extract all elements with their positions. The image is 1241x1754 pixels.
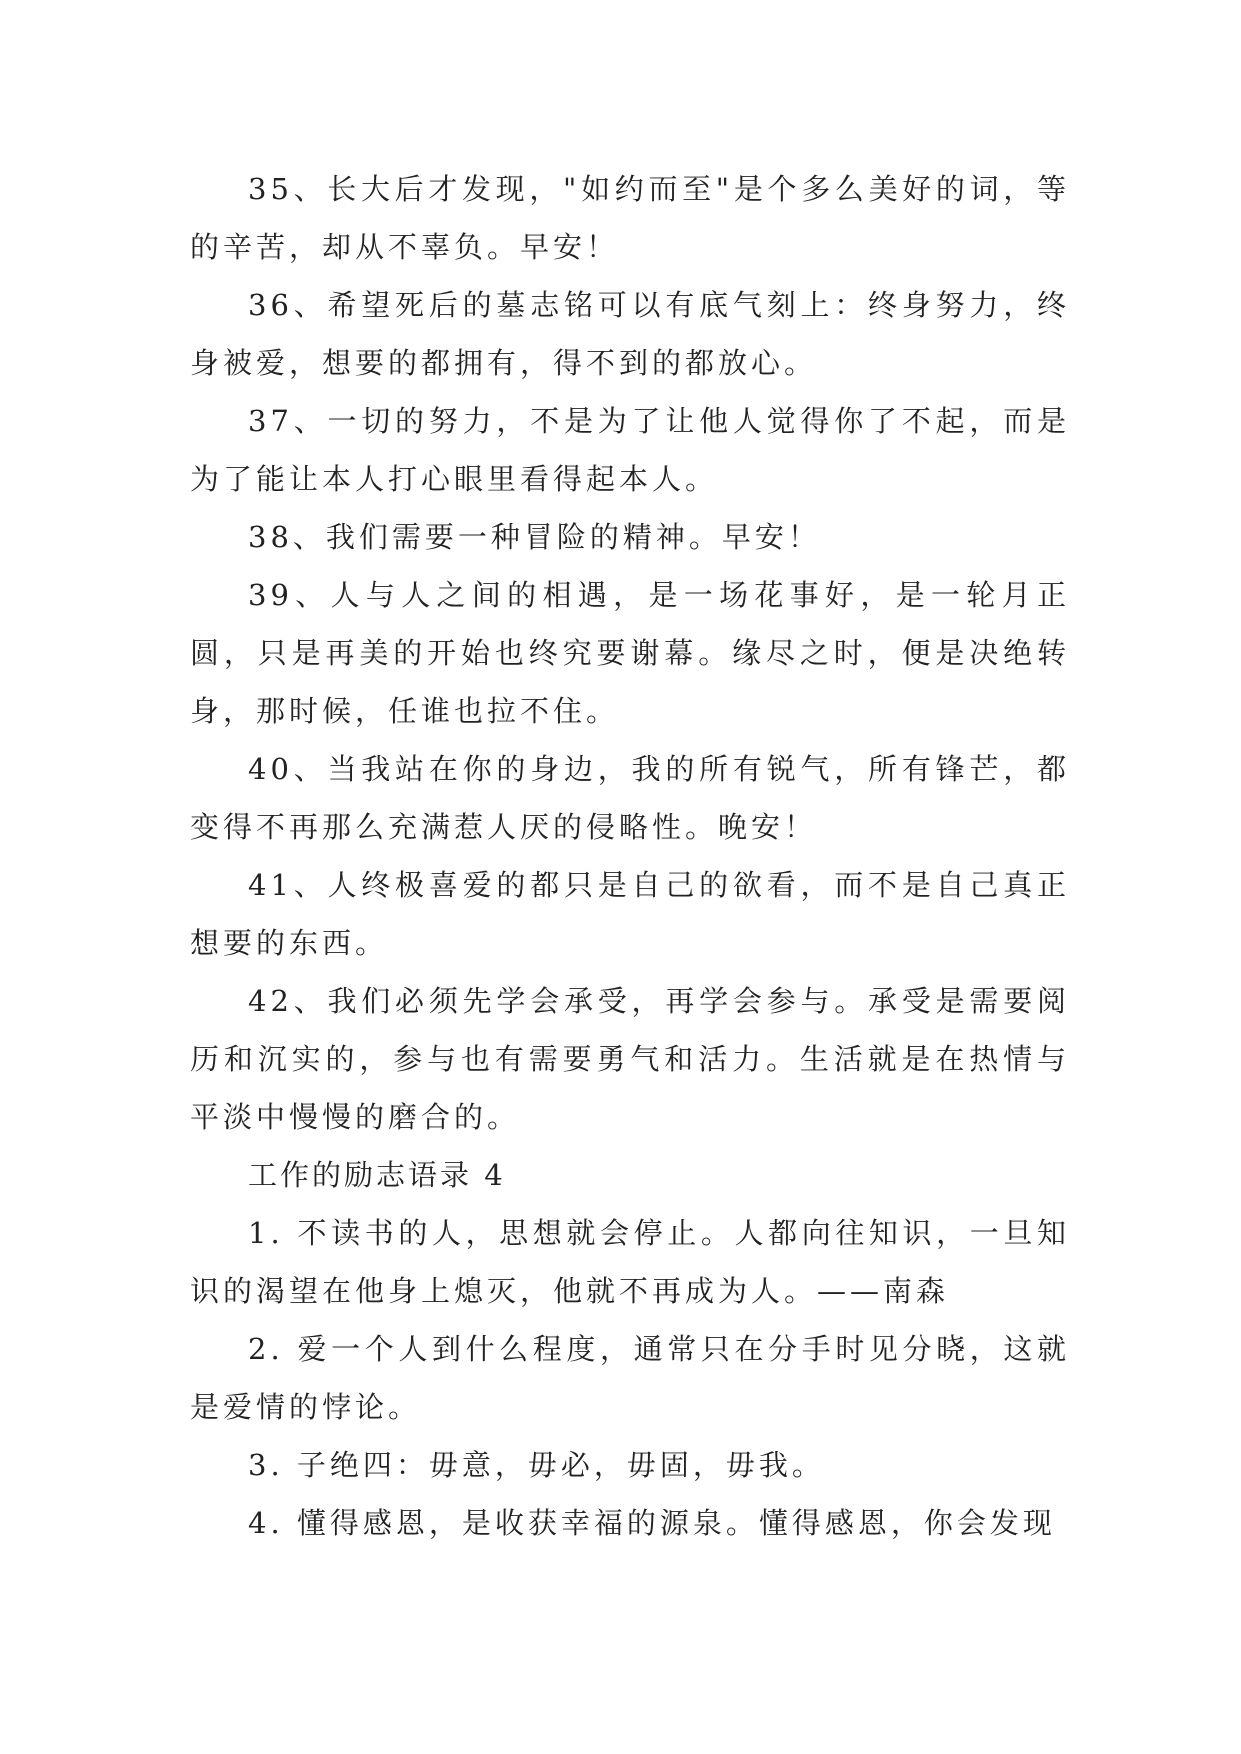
paragraph-35: 35、长大后才发现，"如约而至"是个多么美好的词，等的辛苦，却从不辜负。早安！ bbox=[190, 172, 1070, 264]
section-item-3: 3. 子绝四：毋意，毋必，毋固，毋我。 bbox=[248, 1448, 825, 1482]
paragraph-40: 40、当我站在你的身边，我的所有锐气，所有锋芒，都变得不再那么充满惹人厌的侵略性。晚安！ bbox=[190, 752, 1070, 844]
paragraph-39: 39、人与人之间的相遇，是一场花事好，是一轮月正圆，只是再美的开始也终究要谢幕。缘尽之时，便是决绝转身，那时候，任谁也拉不住。 bbox=[190, 578, 1070, 728]
paragraph-42: 42、我们必须先学会承受，再学会参与。承受是需要阅历和沉实的，参与也有需要勇气和活力。生活就是在热情与平淡中慢慢的磨合的。 bbox=[190, 984, 1070, 1134]
section-heading: 工作的励志语录 4 bbox=[248, 1158, 506, 1192]
section-item-2: 2. 爱一个人到什么程度，通常只在分手时见分晓，这就是爱情的悖论。 bbox=[190, 1332, 1070, 1424]
section-item-1: 1. 不读书的人，思想就会停止。人都向往知识，一旦知识的渴望在他身上熄灭，他就不再成为人。——南森 bbox=[190, 1216, 1070, 1308]
section-item-4: 4. 懂得感恩，是收获幸福的源泉。懂得感恩，你会发现 bbox=[248, 1506, 1056, 1540]
paragraph-38: 38、我们需要一种冒险的精神。早安！ bbox=[248, 520, 821, 554]
paragraph-36: 36、希望死后的墓志铭可以有底气刻上：终身努力，终身被爱，想要的都拥有，得不到的都放心。 bbox=[190, 288, 1070, 380]
document-body bbox=[190, 160, 1070, 1552]
paragraph-37: 37、一切的努力，不是为了让他人觉得你了不起，而是为了能让本人打心眼里看得起本人。 bbox=[190, 404, 1070, 496]
paragraph-41: 41、人终极喜爱的都只是自己的欲看，而不是自己真正想要的东西。 bbox=[190, 868, 1070, 960]
